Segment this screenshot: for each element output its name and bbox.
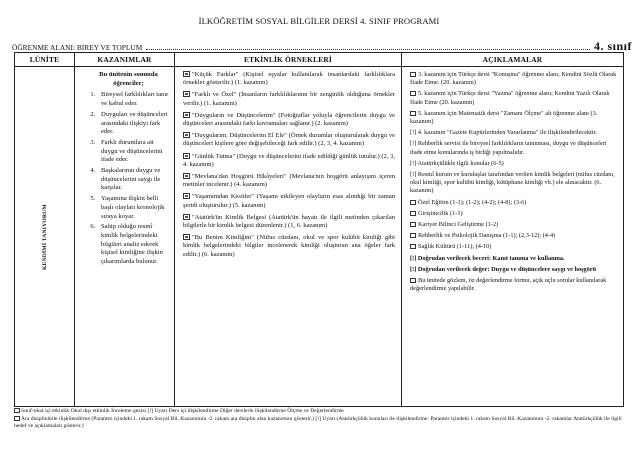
list-item: Sağlık Kültürü (1-11); (4-10) <box>410 243 617 251</box>
classroom-activity-icon <box>183 91 190 97</box>
cross-subject-icon <box>410 91 416 96</box>
outcomes-intro: Bu ünitenin sonunda öğrenciler; <box>99 71 158 87</box>
list-item: Özel Eğitim (1-1); (1-2); (4-2); (4-8); (3-6) <box>410 199 617 207</box>
assessment-icon <box>410 278 416 283</box>
outcomes-list <box>79 91 170 266</box>
interdisciplinary-icon <box>410 244 416 249</box>
cross-subject-icon <box>410 72 416 77</box>
list-item: Bu ünitede gözlem, öz değerlendirme formu, açık uçlu sorular kullanılarak değerlendirme yapılabilir. <box>410 277 607 293</box>
list-item: "Bu Benim Kimliğim" (Nüfus cüzdanı, okul ve spor kulübü kimliği gibi kimlik belgelerindeki bilgiler incelenerek kimliği oluşturan ana öğeler fark edilir.) (6. kazanım) <box>183 234 395 258</box>
list-item: "Yaşamımdan Kesitler" (Yaşamı etkileyen olayların esas alındığı bir zaman şeridi oluşturulur.) (5. kazanım) <box>183 193 395 209</box>
list-item: "Günlük Tutma" (Duygu ve düşüncelerini ifade edildiği günlük tutulur.) (2, 3, 4. kazanım) <box>183 152 395 168</box>
header-unit: LÜNİTE <box>15 53 75 67</box>
legend <box>14 408 626 431</box>
classroom-activity-icon <box>183 234 190 240</box>
activities-cell <box>175 67 402 407</box>
classroom-activity-icon <box>183 132 190 138</box>
notes-cell <box>402 67 624 407</box>
list-item: 3. Farklı durumlara ait duygu ve düşüncelerini ifade eder. <box>97 139 170 165</box>
list-item: [!] 4. kazanım "Gazete Kupürlerinden Yararlanma" ile ilişkilendirilecektir. <box>410 129 597 137</box>
curriculum-table <box>14 52 624 407</box>
legend-line-1: Sınıf-okul içi etkinlik Okul dışı etkinlik İnceleme gezisi [!] Uyarı Ders içi ilişkilendirme Diğer derslerle ilişkilendirme Ölçme ve Değerlendirme <box>14 408 626 416</box>
table-row <box>15 67 624 407</box>
list-item: 6. Sahip olduğu resmî kimlik belgelerindeki bilgileri analiz ederek kişisel kimliğine ilişkin çıkarımlarda bulunur. <box>97 223 170 267</box>
list-item: "Küçük Farklar" (Kişisel eşyalar kullanılarak insanlardaki farklılıklara örnekler gösterilir.) (1. kazanım) <box>183 71 395 87</box>
unit-cell <box>15 67 75 407</box>
classroom-activity-icon <box>183 193 190 199</box>
list-item: 4. Başkalarının duygu ve düşüncelerini saygı ile karşılar. <box>97 167 170 193</box>
classroom-activity-icon <box>183 112 190 118</box>
interdisciplinary-icon <box>410 200 416 205</box>
outcomes-cell <box>75 67 175 407</box>
list-item: Girişimcilik (1-1) <box>410 210 617 218</box>
classroom-activity-icon <box>183 71 190 77</box>
list-item: 2. Duyguları ve düşünceleri arasındaki ilişkiyi fark eder. <box>97 111 170 137</box>
list-item: "Atatürk'ün Kimlik Belgesi (Atatürk'ün hayatı ile ilgili metinden çıkarılan bilgilerle bir kimlik belgesi düzenlenir.) (1, 6. kazanım) <box>183 213 395 230</box>
list-item: [!] Rehberlik servisi ile bireysel farklılıkların tanınması, duygu ve düşünceleri ifade etme konularında iş birliği yapılmalıdır. <box>410 140 607 156</box>
list-item: [!] Resmî kurum ve kuruluşlar tarafından verilen kimlik belgeleri (nüfus cüzdanı, okul kimliği, spor kulübü kimliği, kütüphane kimliği vb.) ele alınacaktır. (6. kazanım) <box>410 171 615 195</box>
header-activities: ETKİNLİK ÖRNEKLERİ <box>175 53 402 67</box>
list-item: 5. Yaşamına ilişkin belli başlı olayları kronolojik sıraya koyar. <box>97 195 170 221</box>
interdisciplinary-icon <box>410 233 416 238</box>
header-notes: AÇIKLAMALAR <box>402 53 624 67</box>
unit-name: KENDİMİ TANIYORUM <box>41 203 48 270</box>
list-item: "Duygularım, Düşüncelerim El Ele" (Örnek durumlar oluşturularak duygu ve düşünceleri kişilere göre değişebileceği fark edilir.) (2, 3, 4. kazanım) <box>183 132 395 148</box>
list-item: [!] Doğrudan verilecek değer: Duygu ve düşüncelere saygı ve hoşgörü <box>410 265 597 273</box>
cross-subject-icon <box>410 111 416 116</box>
interdisciplinary-icon <box>410 222 416 227</box>
interdisciplinary-icon <box>410 211 416 216</box>
table-header-row <box>15 53 624 67</box>
list-item: 5. kazanım için Matematik dersi "Zamanı Ölçme" alt öğrenme alanı (3. kazanım) <box>410 109 598 126</box>
classroom-activity-icon <box>14 408 20 413</box>
list-item: 3. kazanım için Türkçe dersi "Konuşma" öğrenme alanı; Kendini Sözlü Olarak İfade Etme. (20. kazanım) <box>410 71 617 87</box>
interdisciplinary-icon <box>14 416 20 421</box>
list-item: 1. Bireysel farklılıkları tanır ve kabul eder. <box>97 91 170 108</box>
document-title: İLKÖĞRETİM SOSYAL BİLGİLER DERSİ 4. SINIF PROGRAMI <box>198 16 440 26</box>
legend-line-2: Ara disiplinlerle ilişkilendirme (Parantez içindeki 1. rakam Sosyal Bil. Kazanımını -2. rakam ara disiplin alan kazanımını gösterir.) [!] Uyarı (Atatürkçülük konuları ile ilişkilendirme: Parantez içindeki 1. rakam Sosyal Bil. Kazanımını -2. rakamlar Atatürkçülük ile ilgili hedef ve açıklamaları gösterir.) <box>14 415 622 430</box>
learning-area-label: ÖĞRENME ALANI: BİREY VE TOPLUM <box>12 43 143 52</box>
grade-label: 4. sınıf <box>593 39 632 53</box>
header-outcomes: KAZANIMLAR <box>75 53 175 67</box>
classroom-activity-icon <box>183 173 190 179</box>
list-item: "Farklı ve Özel" (İnsanların farklılıklarının bir zenginlik olduğuna örnekler verilir.) (1. kazanım) <box>183 91 395 107</box>
classroom-activity-icon <box>183 153 190 159</box>
list-item: Rehberlik ve Psikolojik Danışma (1-1); (2,3-12); (4-4) <box>410 232 617 240</box>
list-item: [!] Doğrudan verilecek beceri: Kanıt tanıma ve kullanma. <box>410 254 565 262</box>
classroom-activity-icon <box>183 214 190 220</box>
list-item: 5. kazanım için Türkçe dersi "Yazma" öğrenme alanı; Kendini Yazılı Olarak İfade Etme (20. kazanım) <box>410 90 610 106</box>
list-item: "Mevlana'dan Hoşgörü Hikâyeleri" (Mevlana'nın hoşgörü anlayışını içeren metinler incelenir.) (4. kazanım) <box>183 173 395 189</box>
dotted-leader <box>146 43 590 50</box>
list-item: Kariyer Bilinci Geliştirme (1-2) <box>410 221 617 229</box>
list-item: [!] Atatürkçülükle ilgili konular (6-5) <box>410 159 504 167</box>
list-item: "Duyguların ve Düşüncelerim" (Fotoğraflar yoluyla öğrencilerin duygu ve düşünceleri arasındaki farkı kavramaları sağlanır.) (2. kazanım) <box>183 111 395 128</box>
